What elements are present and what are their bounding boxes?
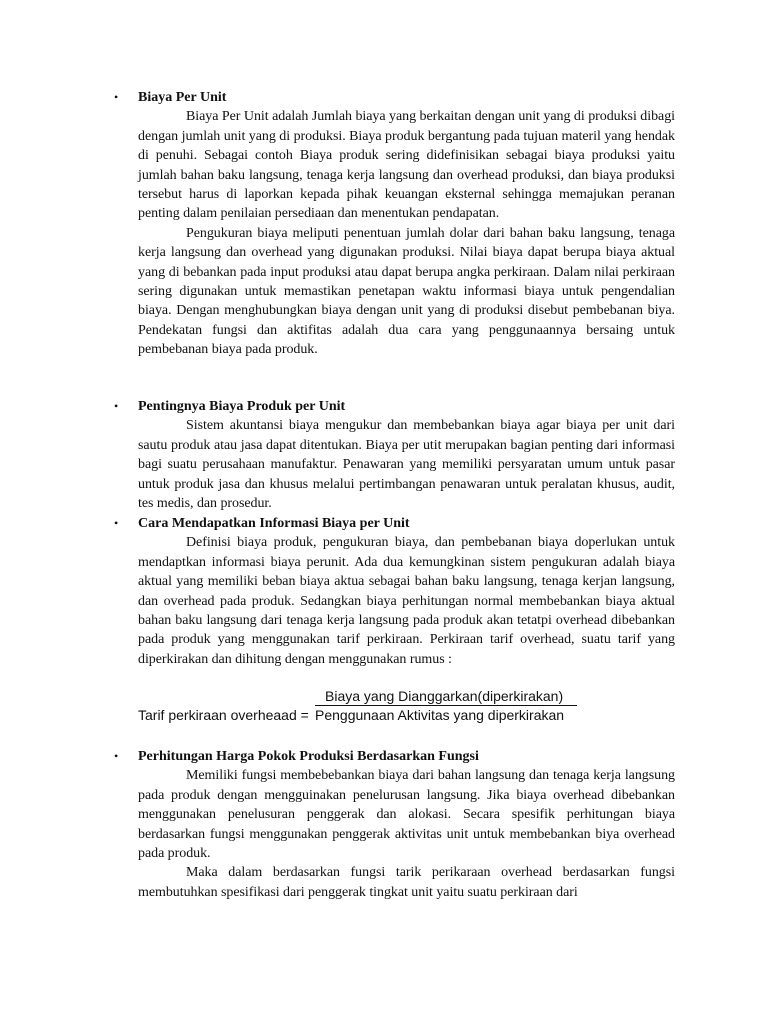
- section-heading: Pentingnya Biaya Produk per Unit: [138, 399, 346, 414]
- fraction-bar: [315, 705, 577, 706]
- formula-denominator: Penggunaan Aktivitas yang diperkirakan: [315, 707, 565, 723]
- paragraph: Memiliki fungsi membebebankan biaya dari bahan langsung dan tenaga kerja langsung pada produk dengan mengguinakan penelurusan langsung. Jika biaya overhead dibebankan menggunakan penelusuran penggerak dan alokasi. Secara spesifik perhitungan biaya berdasarkan fungsi menggunakan penggerak aktivitas unit untuk membebankan biya overhead pada produk.: [138, 768, 675, 862]
- tarif-formula: [138, 688, 675, 728]
- section-cara-mendapatkan-informasi: [114, 514, 675, 669]
- bullet-icon: •: [114, 90, 119, 104]
- paragraph: Definisi biaya produk, pengukuran biaya, dan pembebanan biaya doperlukan untuk mendaptkan informasi biaya perunit. Ada dua kemungkinan sistem pengukuran adalah biaya aktual yang memiliki beban biaya aktua sebagai bahan baku langsung, tenaga kerjan langsung, dan overhead pada produk. Sedangkan biaya perhitungan normal membebankan biaya aktual bahan baku langsung dari tenaga kerja langsung pada produk akan tetatpi overhead dibebankan pada produk yang menggunakan tarif perkiraan. Perkiraan tarif overhead, suatu tarif yang diperkirakan dan dihitung dengan menggunakan rumus :: [138, 535, 675, 667]
- section-heading: Biaya Per Unit: [138, 90, 227, 105]
- paragraph: Biaya Per Unit adalah Jumlah biaya yang berkaitan dengan unit yang di produksi dibagi dengan jumlah unit yang di produksi. Biaya produk bergantung pada tujuan materil yang hendak di penuhi. Sebagai contoh Biaya produk sering didefinisikan sebagai biaya produksi yaitu jumlah bahan baku langsung, tenaga kerja langsung dan overhead produksi, dan biaya produksi tersebut harus di laporkan kepada pihak keuangan eksternal sehingga memajukan peranan penting dalam penilaian persediaan dan menentukan pendapatan.: [138, 109, 675, 222]
- formula-lhs: Tarif perkiraan overheaad =: [138, 707, 309, 723]
- paragraph: Maka dalam berdasarkan fungsi tarik perikaraan overhead berdasarkan fungsi membutuhkan spesifikasi dari penggerak tingkat unit yaitu suatu perkiraan dari: [138, 865, 675, 900]
- paragraph: Sistem akuntansi biaya mengukur dan membebankan biaya agar biaya per unit dari sautu produk atau jasa dapat ditentukan. Biaya per utit merupakan bagian penting dari informasi bagi suatu perusahaan manufaktur. Penawaran yang memiliki persyaratan umum untuk pasar untuk produk jasa dan khusus melalui pertimbangan penawaran untuk peralatan khusus, audit, tes medis, dan prosedur.: [138, 418, 675, 512]
- section-heading: Perhitungan Harga Pokok Produksi Berdasarkan Fungsi: [138, 749, 479, 764]
- section-biaya-per-unit: [114, 88, 675, 360]
- bullet-icon: •: [114, 749, 119, 763]
- section-pentingnya-biaya-produk: [114, 397, 675, 513]
- bullet-icon: •: [114, 399, 119, 413]
- section-heading: Cara Mendapatkan Informasi Biaya per Unit: [138, 516, 410, 531]
- formula-numerator: Biaya yang Dianggarkan(diperkirakan): [325, 688, 564, 704]
- bullet-icon: •: [114, 516, 119, 530]
- paragraph: Pengukuran biaya meliputi penentuan jumlah dolar dari bahan baku langsung, tenaga kerja langsung dan overhead yang digunakan produksi. Nilai biaya dapat berupa biaya aktual yang di bebankan pada input produksi atau dapat berupa angka perkiraan. Dalam nilai perkiraan sering digunakan untuk memastikan penetapan waktu informasi biaya untuk pengendalian biaya. Dengan menghubungkan biaya dengan unit yang di produksi disebut pembebanan biya. Pendekatan fungsi dan aktifitas adalah dua cara yang penggunaannya bersaing untuk pembebanan biaya pada produk.: [138, 225, 675, 358]
- section-perhitungan-harga-pokok: [114, 747, 675, 902]
